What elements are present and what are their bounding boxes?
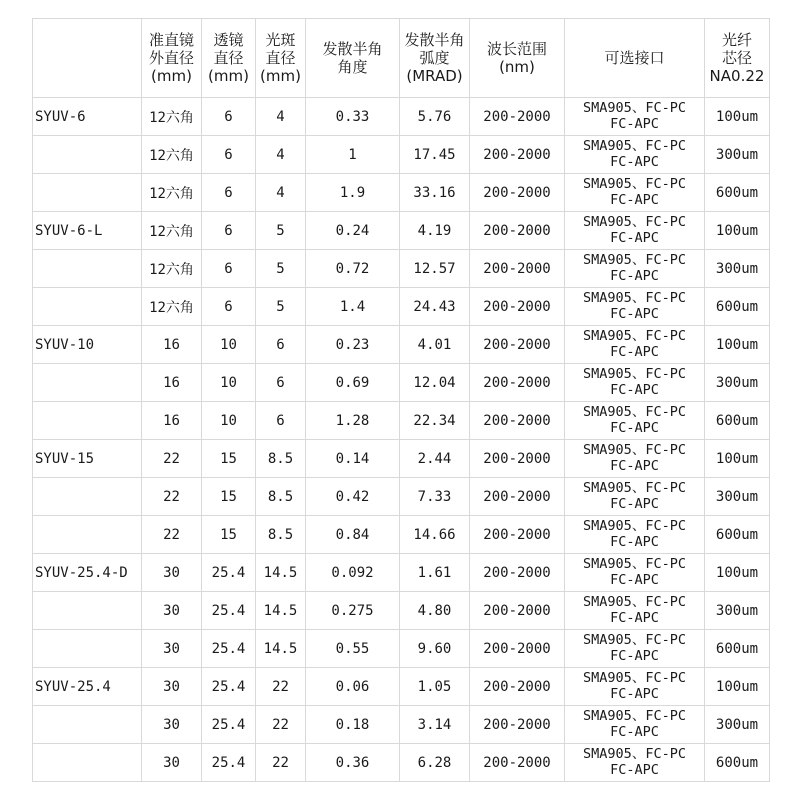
interface-line: FC-APC [610,419,659,436]
header-line: 透镜 [213,31,244,49]
cell-interface [565,630,705,668]
cell-interface [565,402,705,440]
interface-line: FC-APC [610,609,659,626]
cell-divergence-rad: 3.14 [400,706,470,744]
cell-model [33,706,142,744]
table-row [33,326,770,364]
cell-model [33,364,142,402]
header-line: 外直径 [148,49,194,67]
cell-outer-diameter: 22 [142,516,202,554]
cell-lens-diameter: 15 [202,478,256,516]
table-row [33,592,770,630]
interface-line: FC-APC [610,115,659,132]
interface-line: FC-APC [610,723,659,740]
interface-line: SMA905、FC-PC [583,213,686,230]
cell-divergence-angle: 1.4 [306,288,400,326]
cell-outer-diameter: 30 [142,706,202,744]
cell-interface [565,98,705,136]
table-row [33,668,770,706]
cell-fiber-core: 100um [705,98,770,136]
interface-line: SMA905、FC-PC [583,251,686,268]
cell-spot-diameter: 5 [256,288,306,326]
cell-model: SYUV-25.4 [33,668,142,706]
cell-fiber-core: 600um [705,174,770,212]
cell-interface [565,364,705,402]
interface-line: SMA905、FC-PC [583,403,686,420]
interface-line: FC-APC [610,647,659,664]
cell-divergence-angle: 0.092 [306,554,400,592]
cell-outer-diameter: 12六角 [142,288,202,326]
table-row [33,554,770,592]
cell-wavelength-range: 200-2000 [470,364,565,402]
cell-model [33,288,142,326]
cell-divergence-rad: 4.80 [400,592,470,630]
cell-fiber-core: 600um [705,402,770,440]
interface-line: SMA905、FC-PC [583,631,686,648]
cell-divergence-angle: 0.84 [306,516,400,554]
cell-model [33,250,142,288]
interface-line: FC-APC [610,267,659,284]
cell-model: SYUV-6-L [33,212,142,250]
cell-model: SYUV-25.4-D [33,554,142,592]
cell-outer-diameter: 16 [142,364,202,402]
cell-divergence-rad: 1.61 [400,554,470,592]
interface-line: FC-APC [610,495,659,512]
cell-model [33,744,142,782]
cell-interface [565,212,705,250]
cell-wavelength-range: 200-2000 [470,174,565,212]
cell-wavelength-range: 200-2000 [470,98,565,136]
cell-interface [565,516,705,554]
cell-fiber-core: 300um [705,706,770,744]
cell-model [33,516,142,554]
cell-spot-diameter: 8.5 [256,440,306,478]
cell-wavelength-range: 200-2000 [470,136,565,174]
cell-model [33,630,142,668]
cell-fiber-core: 600um [705,744,770,782]
header-line: 光斑 [265,31,296,49]
header-cell-model [33,19,142,98]
header-line: 弧度 [419,49,450,67]
cell-interface [565,706,705,744]
header-cell-divergence-rad [400,19,470,98]
cell-spot-diameter: 22 [256,668,306,706]
header-line: 准直镜 [148,31,194,49]
cell-interface [565,554,705,592]
cell-divergence-rad: 33.16 [400,174,470,212]
cell-divergence-angle: 0.55 [306,630,400,668]
cell-divergence-rad: 1.05 [400,668,470,706]
interface-line: FC-APC [610,305,659,322]
header-cell-outer-diameter [142,19,202,98]
cell-wavelength-range: 200-2000 [470,212,565,250]
cell-outer-diameter: 16 [142,402,202,440]
table-row [33,630,770,668]
cell-fiber-core: 100um [705,554,770,592]
cell-wavelength-range: 200-2000 [470,440,565,478]
interface-line: SMA905、FC-PC [583,137,686,154]
cell-lens-diameter: 25.4 [202,592,256,630]
header-cell-interface [565,19,705,98]
cell-divergence-angle: 0.72 [306,250,400,288]
table-row [33,744,770,782]
cell-interface [565,478,705,516]
table-row [33,174,770,212]
cell-spot-diameter: 8.5 [256,478,306,516]
cell-interface [565,136,705,174]
table-row [33,440,770,478]
cell-wavelength-range: 200-2000 [470,668,565,706]
header-line: 可选接口 [604,49,665,67]
cell-divergence-angle: 0.69 [306,364,400,402]
cell-outer-diameter: 12六角 [142,250,202,288]
header-row [33,19,770,98]
cell-wavelength-range: 200-2000 [470,706,565,744]
table-row [33,288,770,326]
cell-fiber-core: 100um [705,668,770,706]
table-row [33,706,770,744]
header-line: 角度 [337,58,368,76]
table-row [33,364,770,402]
interface-line: SMA905、FC-PC [583,517,686,534]
cell-model [33,592,142,630]
cell-fiber-core: 300um [705,364,770,402]
cell-model [33,478,142,516]
cell-wavelength-range: 200-2000 [470,630,565,668]
header-cell-spot-diameter [256,19,306,98]
cell-lens-diameter: 25.4 [202,744,256,782]
cell-spot-diameter: 14.5 [256,554,306,592]
cell-divergence-rad: 17.45 [400,136,470,174]
cell-interface [565,250,705,288]
cell-lens-diameter: 6 [202,174,256,212]
header-cell-lens-diameter [202,19,256,98]
cell-spot-diameter: 4 [256,136,306,174]
cell-divergence-rad: 22.34 [400,402,470,440]
cell-fiber-core: 600um [705,516,770,554]
cell-lens-diameter: 10 [202,402,256,440]
cell-lens-diameter: 6 [202,250,256,288]
cell-outer-diameter: 30 [142,668,202,706]
interface-line: FC-APC [610,229,659,246]
cell-divergence-angle: 0.24 [306,212,400,250]
cell-fiber-core: 300um [705,250,770,288]
cell-divergence-rad: 5.76 [400,98,470,136]
cell-outer-diameter: 30 [142,592,202,630]
header-line: (mm) [151,67,192,85]
interface-line: FC-APC [610,191,659,208]
cell-wavelength-range: 200-2000 [470,744,565,782]
cell-wavelength-range: 200-2000 [470,516,565,554]
header-line: (mm) [260,67,301,85]
cell-divergence-angle: 1 [306,136,400,174]
interface-line: SMA905、FC-PC [583,327,686,344]
cell-lens-diameter: 6 [202,98,256,136]
cell-divergence-angle: 0.18 [306,706,400,744]
cell-lens-diameter: 10 [202,326,256,364]
cell-divergence-rad: 12.04 [400,364,470,402]
cell-interface [565,592,705,630]
cell-spot-diameter: 8.5 [256,516,306,554]
cell-wavelength-range: 200-2000 [470,250,565,288]
cell-divergence-angle: 0.14 [306,440,400,478]
interface-line: SMA905、FC-PC [583,99,686,116]
cell-interface [565,668,705,706]
interface-line: SMA905、FC-PC [583,175,686,192]
cell-wavelength-range: 200-2000 [470,402,565,440]
cell-outer-diameter: 30 [142,744,202,782]
header-line: 发散半角 [322,40,383,58]
header-line: 芯径 [721,49,752,67]
table-row [33,402,770,440]
cell-divergence-rad: 14.66 [400,516,470,554]
cell-fiber-core: 600um [705,288,770,326]
cell-interface [565,744,705,782]
cell-fiber-core: 600um [705,630,770,668]
cell-spot-diameter: 5 [256,250,306,288]
cell-lens-diameter: 6 [202,288,256,326]
table-row [33,136,770,174]
cell-interface [565,288,705,326]
cell-model: SYUV-15 [33,440,142,478]
header-cell-fiber-core [705,19,770,98]
cell-fiber-core: 300um [705,592,770,630]
cell-wavelength-range: 200-2000 [470,288,565,326]
header-line: (MRAD) [406,67,463,85]
cell-fiber-core: 300um [705,478,770,516]
cell-lens-diameter: 25.4 [202,668,256,706]
cell-lens-diameter: 15 [202,440,256,478]
header-line: 直径 [213,49,244,67]
cell-outer-diameter: 30 [142,630,202,668]
cell-outer-diameter: 12六角 [142,136,202,174]
interface-line: SMA905、FC-PC [583,593,686,610]
cell-model: SYUV-6 [33,98,142,136]
interface-line: SMA905、FC-PC [583,669,686,686]
cell-interface [565,326,705,364]
cell-divergence-rad: 9.60 [400,630,470,668]
interface-line: SMA905、FC-PC [583,479,686,496]
header-line: NA0.22 [709,67,765,85]
cell-spot-diameter: 6 [256,402,306,440]
header-cell-wavelength-range [470,19,565,98]
cell-outer-diameter: 22 [142,440,202,478]
cell-model [33,174,142,212]
cell-wavelength-range: 200-2000 [470,554,565,592]
interface-line: SMA905、FC-PC [583,365,686,382]
table-row [33,250,770,288]
header-cell-divergence-angle [306,19,400,98]
cell-divergence-rad: 24.43 [400,288,470,326]
cell-divergence-angle: 1.28 [306,402,400,440]
cell-divergence-rad: 2.44 [400,440,470,478]
cell-outer-diameter: 12六角 [142,98,202,136]
cell-spot-diameter: 14.5 [256,592,306,630]
cell-wavelength-range: 200-2000 [470,326,565,364]
cell-divergence-angle: 0.33 [306,98,400,136]
cell-spot-diameter: 22 [256,706,306,744]
cell-lens-diameter: 6 [202,136,256,174]
table-row [33,516,770,554]
cell-divergence-rad: 4.01 [400,326,470,364]
interface-line: SMA905、FC-PC [583,441,686,458]
interface-line: FC-APC [610,381,659,398]
cell-wavelength-range: 200-2000 [470,478,565,516]
cell-divergence-angle: 0.06 [306,668,400,706]
cell-lens-diameter: 25.4 [202,630,256,668]
interface-line: SMA905、FC-PC [583,555,686,572]
cell-divergence-rad: 4.19 [400,212,470,250]
interface-line: FC-APC [610,343,659,360]
cell-spot-diameter: 22 [256,744,306,782]
cell-divergence-angle: 0.36 [306,744,400,782]
cell-wavelength-range: 200-2000 [470,592,565,630]
cell-lens-diameter: 10 [202,364,256,402]
header-line: (nm) [499,58,535,76]
cell-divergence-angle: 0.23 [306,326,400,364]
cell-interface [565,440,705,478]
header-line: 波长范围 [486,40,547,58]
table-row [33,478,770,516]
cell-spot-diameter: 14.5 [256,630,306,668]
cell-model [33,136,142,174]
cell-lens-diameter: 6 [202,212,256,250]
cell-outer-diameter: 12六角 [142,212,202,250]
header-line: (mm) [208,67,249,85]
cell-outer-diameter: 22 [142,478,202,516]
interface-line: FC-APC [610,153,659,170]
cell-spot-diameter: 4 [256,174,306,212]
cell-lens-diameter: 25.4 [202,706,256,744]
cell-spot-diameter: 4 [256,98,306,136]
cell-interface [565,174,705,212]
cell-outer-diameter: 30 [142,554,202,592]
interface-line: SMA905、FC-PC [583,289,686,306]
cell-outer-diameter: 12六角 [142,174,202,212]
interface-line: FC-APC [610,533,659,550]
cell-fiber-core: 100um [705,440,770,478]
cell-lens-diameter: 25.4 [202,554,256,592]
header-line: 发散半角 [404,31,465,49]
table-row [33,212,770,250]
cell-fiber-core: 300um [705,136,770,174]
cell-divergence-rad: 7.33 [400,478,470,516]
interface-line: FC-APC [610,761,659,778]
cell-divergence-rad: 6.28 [400,744,470,782]
cell-spot-diameter: 5 [256,212,306,250]
cell-fiber-core: 100um [705,212,770,250]
table-body [33,98,770,782]
header-line: 光纤 [721,31,752,49]
spec-table [32,18,770,782]
cell-spot-diameter: 6 [256,326,306,364]
interface-line: FC-APC [610,457,659,474]
cell-model [33,402,142,440]
table-row [33,98,770,136]
cell-spot-diameter: 6 [256,364,306,402]
cell-divergence-angle: 1.9 [306,174,400,212]
cell-fiber-core: 100um [705,326,770,364]
cell-divergence-angle: 0.42 [306,478,400,516]
interface-line: FC-APC [610,571,659,588]
cell-model: SYUV-10 [33,326,142,364]
header-line: 直径 [265,49,296,67]
cell-divergence-rad: 12.57 [400,250,470,288]
interface-line: FC-APC [610,685,659,702]
interface-line: SMA905、FC-PC [583,745,686,762]
cell-divergence-angle: 0.275 [306,592,400,630]
cell-outer-diameter: 16 [142,326,202,364]
interface-line: SMA905、FC-PC [583,707,686,724]
cell-lens-diameter: 15 [202,516,256,554]
